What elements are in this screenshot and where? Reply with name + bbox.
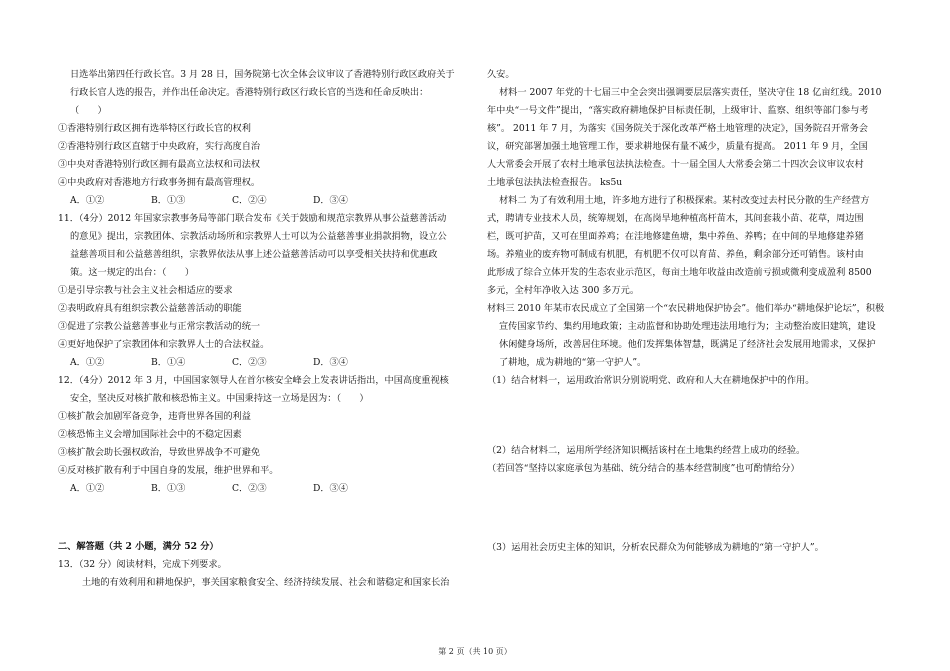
task-two-note: （若回答“坚持以家庭承包为基础、统分结合的基本经营制度”也可酌情给分） bbox=[487, 463, 800, 474]
material-two-line: 栏，既可护苗，又可在里面养鸡；在洼地修建鱼塘，集中养鱼、养鸭；在中间的旱地修建养猪 bbox=[487, 231, 864, 242]
option-d: D．③④ bbox=[313, 195, 348, 206]
left-column bbox=[58, 66, 478, 592]
task-two: （2）结合材料二，运用所学经济知识概括该村在土地集约经营上成功的经验。 bbox=[487, 445, 806, 456]
material-three-line: 材料三 2010 年某市农民成立了全国第一个“农民耕地保护协会”。他们举办“耕地保护论坛”，积极 bbox=[487, 303, 885, 314]
option-b: B．①③ bbox=[151, 195, 186, 206]
q12-item: ①核扩散会加剧军备竞争，违背世界各国的利益 bbox=[58, 411, 251, 422]
q12-item: ④反对核扩散有利于中国自身的发展，维护世界和平。 bbox=[58, 465, 279, 476]
option-c: C．②③ bbox=[232, 357, 267, 368]
material-one-line: 土地承包法执法检查报告。 ks5u bbox=[487, 177, 623, 188]
material-two-line: 场。养殖业的废弃物可制成有机肥，有机肥不仅可以育苗、养鱼，剩余部分还可销售。该村由 bbox=[487, 249, 864, 260]
q11-stem: 11．（4分）2012 年国家宗教事务局等部门联合发布《关于鼓励和规范宗教界从事公益慈善活动 bbox=[58, 213, 447, 224]
q10-options bbox=[58, 192, 478, 210]
task-three: （3）运用社会历史主体的知识，分析农民群众为何能够成为耕地的“第一守护人”。 bbox=[487, 542, 824, 553]
material-one-line: 人大常委会开展了农村土地承包法执法检查。十一届全国人大常委会第二十四次会议审议农村 bbox=[487, 159, 864, 170]
q11-stem: 益慈善项目和公益慈善组织，宗教界依法从事上述公益慈善活动可以享受相关扶持和优惠政 bbox=[70, 249, 438, 260]
q10-item: ①香港特别行政区拥有选举特区行政长官的权利 bbox=[58, 123, 251, 134]
q10-item: ④中央政府对香港地方行政事务拥有最高管理权。 bbox=[58, 177, 261, 188]
section-title: 二、解答题（共 2 小题，满分 52 分） bbox=[58, 541, 219, 552]
intro-line: 日选举出第四任行政长官。3 月 28 日，国务院第七次全体会议审议了香港特别行政区政府关于 bbox=[70, 69, 455, 80]
page-number: 第 2 页（共 10 页） bbox=[438, 647, 512, 656]
option-c: C．②④ bbox=[232, 195, 267, 206]
task-one: （1）结合材料一，运用政治常识分别说明党、政府和人大在耕地保护中的作用。 bbox=[487, 375, 815, 386]
material-two-line: 多元，全村年净收入达 300 多万元。 bbox=[487, 285, 640, 296]
q11-item: ②表明政府具有组织宗教公益慈善活动的职能 bbox=[58, 303, 242, 314]
material-three-line: 休闲健身场所，改善居住环境。他们发挥集体智慧，既满足了经济社会发展用地需求，又保护 bbox=[499, 339, 876, 350]
right-column bbox=[487, 66, 897, 557]
q12-options bbox=[58, 480, 478, 498]
material-one-line: 年中央“一号文件”提出，“落实政府耕地保护目标责任制，上级审计、监察、组织等部门参与考 bbox=[487, 105, 869, 116]
q11-options bbox=[58, 354, 478, 372]
option-b: B．①③ bbox=[151, 483, 186, 494]
q10-item: ③中央对香港特别行政区拥有最高立法权和司法权 bbox=[58, 159, 261, 170]
option-d: D．③④ bbox=[313, 357, 348, 368]
q11-item: ④更好地保护了宗教团体和宗教界人士的合法权益。 bbox=[58, 339, 270, 350]
option-c: C．②③ bbox=[232, 483, 267, 494]
option-a: A．①② bbox=[70, 195, 105, 206]
q11-item: ③促进了宗教公益慈善事业与正常宗教活动的统一 bbox=[58, 321, 261, 332]
q12-stem: 12．（4分）2012 年 3 月，中国国家领导人在首尔核安全峰会上发表讲话指出，中国高度重视核 bbox=[58, 375, 449, 386]
q11-item: ①是引导宗教与社会主义社会相适应的要求 bbox=[58, 285, 233, 296]
material-two-line: 材料二 为了有效利用土地，许多地方进行了积极探索。某村改变过去村民分散的生产经营方 bbox=[499, 195, 870, 206]
material-one-line: 议，研究部署加强土地管理工作，要求耕地保有量不减少，质量有提高。 2011 年 9 月，全国 bbox=[487, 141, 868, 152]
continuation-line: 久安。 bbox=[487, 69, 515, 80]
q10-item: ②香港特别行政区直辖于中央政府，实行高度自治 bbox=[58, 141, 261, 152]
q12-item: ②核恐怖主义会增加国际社会中的不稳定因素 bbox=[58, 429, 242, 440]
material-two-line: 式，聘请专业技术人员，统筹规划，在高岗旱地种植高杆苗木，其间套栽小苗、花草，周边围 bbox=[487, 213, 864, 224]
material-one-line: 材料一 2007 年党的十七届三中全会突出强调要层层落实责任，坚决守住 18 亿亩红线。2010 bbox=[499, 87, 882, 98]
intro-answer-blank: （ ） bbox=[70, 105, 107, 116]
q11-stem: 的意见》提出，宗教团体、宗教活动场所和宗教界人士可以为公益慈善事业捐款捐物，设立公 bbox=[70, 231, 447, 242]
q13-stem: 13．（32 分）阅读材料，完成下列要求。 bbox=[58, 559, 227, 570]
option-b: B．①④ bbox=[151, 357, 186, 368]
option-a: A．①② bbox=[70, 357, 105, 368]
option-d: D．③④ bbox=[313, 483, 348, 494]
q13-stem: 土地的有效利用和耕地保护，事关国家粮食安全、经济持续发展、社会和谐稳定和国家长治 bbox=[82, 577, 450, 588]
material-two-line: 此形成了综合立体开发的生态农业示范区，每亩土地年收益由改造前亏损或微利变成盈利 8500 bbox=[487, 267, 872, 278]
material-three-line: 宣传国家节约、集约用地政策；主动监督和协助处理违法用地行为；主动整治废旧建筑，建设 bbox=[499, 321, 876, 332]
option-a: A．①② bbox=[70, 483, 105, 494]
q11-stem: 策。这一规定的出台：（ ） bbox=[70, 267, 195, 278]
material-three-line: 了耕地，成为耕地的“第一守护人”。 bbox=[499, 357, 647, 368]
q12-item: ③核扩散会助长强权政治，导致世界战争不可避免 bbox=[58, 447, 261, 458]
intro-line: 行政长官人选的报告，并作出任命决定。香港特别行政区行政长官的当选和任命反映出： bbox=[70, 87, 429, 98]
material-one-line: 核”。 2011 年 7 月，为落实《国务院关于深化改革严格土地管理的决定》，国务院召开常务会 bbox=[487, 123, 868, 134]
q12-stem: 安全，坚决反对核扩散和核恐怖主义。中国秉持这一立场是因为：（ ） bbox=[70, 393, 369, 404]
